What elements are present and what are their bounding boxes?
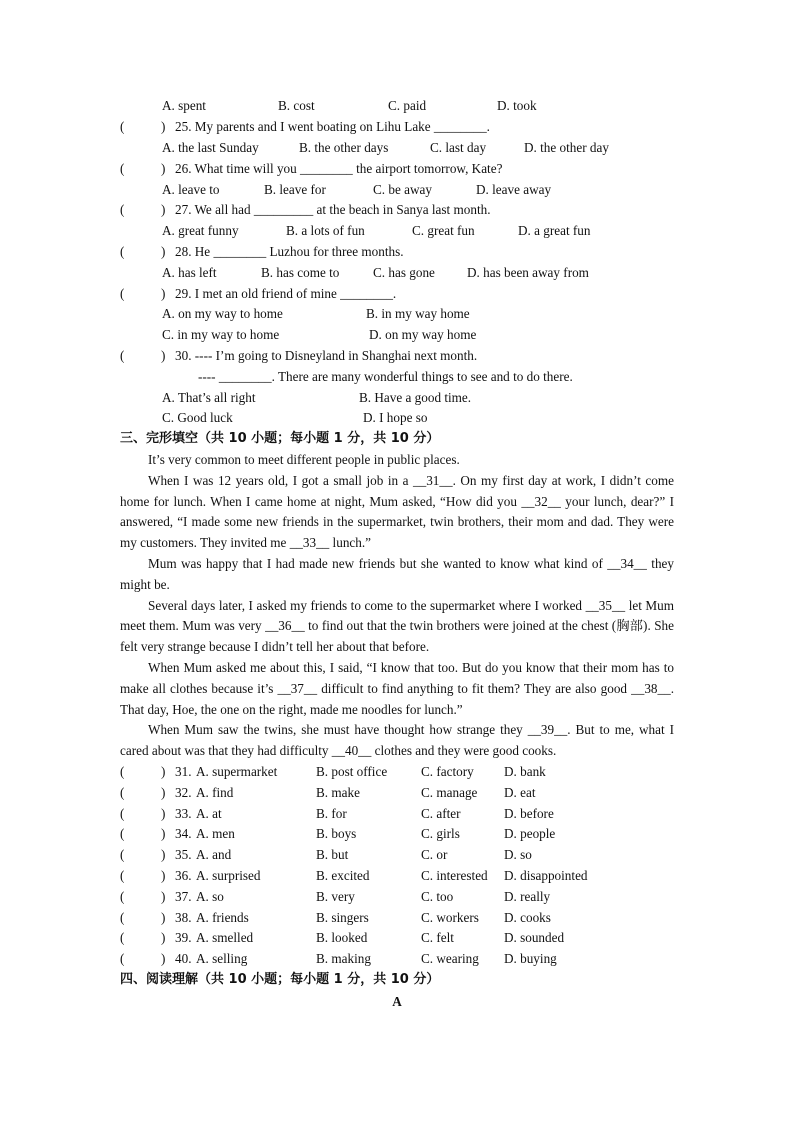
option: D. really: [504, 888, 551, 904]
q26-options: [120, 180, 680, 200]
answer-blank-close: ): [161, 348, 166, 363]
answer-blank-close: ): [161, 826, 166, 842]
option: D. people: [504, 826, 556, 842]
cloze-question-row: [120, 908, 680, 928]
option: C. girls: [421, 826, 460, 842]
option: A. smelled: [196, 930, 254, 946]
answer-blank-open: (: [120, 784, 125, 800]
q25-options: [120, 138, 680, 158]
answer-blank-open: (: [120, 909, 125, 925]
cloze-question-row: [120, 824, 680, 844]
question-25: [120, 117, 680, 137]
option: B. very: [316, 888, 355, 904]
option: B. leave for: [264, 182, 326, 197]
option: B. Have a good time.: [359, 390, 472, 405]
option: B. but: [316, 847, 349, 863]
option: A. great funny: [162, 223, 239, 238]
option: C. too: [421, 888, 454, 904]
option: C. in my way to home: [162, 327, 280, 342]
answer-blank-close: ): [161, 847, 166, 863]
option: A. at: [196, 805, 222, 821]
question-number: 39.: [175, 930, 192, 946]
paragraph: It’s very common to meet different people in public places.: [148, 452, 460, 467]
option: B. making: [316, 951, 371, 967]
option: A. friends: [196, 909, 249, 925]
option: D. on my way home: [369, 327, 477, 342]
option: D. I hope so: [363, 410, 428, 425]
option: A. spent: [162, 98, 206, 113]
option: D. before: [504, 805, 554, 821]
option: D. bank: [504, 764, 546, 779]
answer-blank-open: (: [120, 951, 125, 967]
option: D. has been away from: [467, 265, 589, 280]
option: B. post office: [316, 764, 388, 779]
option: A. has left: [162, 265, 217, 280]
option: C. great fun: [412, 223, 475, 238]
option: B. boys: [316, 826, 357, 842]
answer-blank-open: (: [120, 764, 125, 779]
option: B. excited: [316, 868, 370, 883]
answer-blank-close: ): [161, 909, 166, 925]
question-number: 40.: [175, 951, 192, 967]
question-text: 30. ---- I’m going to Disneyland in Shanghai next month.: [175, 348, 478, 363]
option: A. surprised: [196, 868, 261, 883]
cloze-question-row: [120, 804, 680, 824]
answer-blank-open: (: [120, 348, 125, 363]
answer-blank-open: (: [120, 244, 125, 259]
question-number: 36.: [175, 868, 192, 883]
answer-blank-close: ): [161, 202, 166, 217]
question-27: [120, 200, 680, 220]
option: B. looked: [316, 930, 368, 946]
option: B. in my way home: [366, 306, 470, 321]
question-number: 35.: [175, 847, 192, 863]
option: C. has gone: [373, 265, 435, 280]
answer-blank-close: ): [161, 888, 166, 904]
q30-response-line: [120, 367, 680, 387]
reading-part-label: A: [392, 994, 402, 1009]
question-number: 31.: [175, 764, 192, 779]
option: D. the other day: [524, 140, 609, 155]
answer-blank-open: (: [120, 161, 125, 176]
option: B. cost: [278, 98, 315, 113]
question-number: 32.: [175, 784, 192, 800]
q24-options: [120, 96, 680, 116]
q29-options-row1: [120, 304, 680, 324]
option: C. felt: [421, 930, 454, 946]
option: B. a lots of fun: [286, 223, 365, 238]
question-number: 37.: [175, 888, 192, 904]
answer-blank-close: ): [161, 951, 166, 967]
answer-blank-open: (: [120, 847, 125, 863]
question-text-line2: ---- ________. There are many wonderful things to see and to do there.: [198, 369, 573, 384]
option: D. eat: [504, 784, 536, 800]
paragraph: When I was 12 years old, I got a small job in a __31__. On my first day at work, I didn’t come home for lunch. When I came home at night, Mum asked, “How did you __32__ your lunch, dear?” I answered, “I made some new friends in the supermarket, twin brothers, their mom and dad. They were my customers. They invited me __33__ lunch.”: [120, 472, 674, 551]
option: C. factory: [421, 764, 474, 779]
paragraph: When Mum saw the twins, she must have thought how strange they __39__. But to me, what I cared about was that they had difficulty __40__ clothes and they were good cooks.: [120, 722, 674, 759]
option: A. find: [196, 784, 234, 800]
answer-blank-close: ): [161, 764, 166, 779]
option: C. paid: [388, 98, 427, 113]
option: C. be away: [373, 182, 432, 197]
answer-blank-close: ): [161, 930, 166, 946]
q30-options-row1: [120, 388, 680, 408]
answer-blank-open: (: [120, 805, 125, 821]
option: C. interested: [421, 868, 488, 883]
question-28: [120, 242, 680, 262]
option: D. buying: [504, 951, 557, 967]
paragraph: Several days later, I asked my friends to come to the supermarket where I worked __35__ let Mum meet them. Mum was very __36__ to find out that the twin brothers were joined at the chest (胸部). She felt very strange because I didn’t tell her about that before.: [120, 597, 674, 655]
answer-blank-open: (: [120, 826, 125, 842]
option: A. supermarket: [196, 764, 278, 779]
q29-options-row2: [120, 325, 680, 345]
option: A. men: [196, 826, 235, 842]
cloze-question-row: [120, 887, 680, 907]
answer-blank-close: ): [161, 805, 166, 821]
answer-blank-close: ): [161, 244, 166, 259]
question-text: 27. We all had _________ at the beach in Sanya last month.: [175, 202, 491, 217]
option: D. cooks: [504, 909, 551, 925]
question-number: 34.: [175, 826, 192, 842]
cloze-question-row: [120, 845, 680, 865]
section-heading-cloze: 三、完形填空（共 10 小题；每小题 1 分，共 10 分）: [120, 431, 440, 446]
option: A. and: [196, 847, 232, 863]
cloze-question-row: [120, 783, 680, 803]
option: C. wearing: [421, 951, 479, 967]
option: A. selling: [196, 951, 248, 967]
question-text: 26. What time will you ________ the airport tomorrow, Kate?: [175, 161, 503, 176]
option: D. sounded: [504, 930, 565, 946]
option: D. took: [497, 98, 537, 113]
question-number: 33.: [175, 805, 192, 821]
option: A. on my way to home: [162, 306, 283, 321]
q30-options-row2: [120, 408, 680, 428]
question-30: [120, 346, 680, 366]
option: A. leave to: [162, 182, 220, 197]
section-heading-reading: 四、阅读理解（共 10 小题；每小题 1 分，共 10 分）: [120, 972, 440, 987]
question-text: 25. My parents and I went boating on Lihu Lake ________.: [175, 119, 490, 134]
option: D. so: [504, 847, 532, 863]
answer-blank-open: (: [120, 202, 125, 217]
answer-blank-close: ): [161, 161, 166, 176]
option: D. a great fun: [518, 223, 591, 238]
answer-blank-open: (: [120, 868, 125, 883]
option: C. after: [421, 805, 461, 821]
answer-blank-close: ): [161, 286, 166, 301]
question-26: [120, 159, 680, 179]
option: D. leave away: [476, 182, 552, 197]
paragraph: When Mum asked me about this, I said, “I know that too. But do you know that their mom has to make all clothes because it’s __37__ difficult to find anything to fit them? They are also good __38__. That day, Hoe, the one on the right, made me noodles for lunch.”: [120, 659, 674, 717]
option: B. for: [316, 805, 347, 821]
option: C. manage: [421, 784, 478, 800]
answer-blank-open: (: [120, 888, 125, 904]
question-number: 38.: [175, 909, 192, 925]
answer-blank-close: ): [161, 868, 166, 883]
option: D. disappointed: [504, 868, 588, 883]
option: C. workers: [421, 909, 479, 925]
option: B. singers: [316, 909, 369, 925]
answer-blank-open: (: [120, 930, 125, 946]
option: B. has come to: [261, 265, 340, 280]
question-29: [120, 284, 680, 304]
option: B. make: [316, 784, 360, 800]
option: B. the other days: [299, 140, 389, 155]
q28-options: [120, 263, 680, 283]
q27-options: [120, 221, 680, 241]
option: C. Good luck: [162, 410, 233, 425]
option: A. That’s all right: [162, 390, 256, 405]
answer-blank-open: (: [120, 119, 125, 134]
cloze-question-row: [120, 949, 680, 969]
paragraph: Mum was happy that I had made new friends but she wanted to know what kind of __34__ they might be.: [120, 555, 674, 592]
answer-blank-close: ): [161, 784, 166, 800]
option: A. the last Sunday: [162, 140, 259, 155]
option: C. last day: [430, 140, 487, 155]
answer-blank-open: (: [120, 286, 125, 301]
question-text: 28. He ________ Luzhou for three months.: [175, 244, 404, 259]
cloze-question-row: [120, 762, 680, 782]
cloze-passage: [120, 450, 674, 762]
cloze-question-row: [120, 928, 680, 948]
cloze-question-row: [120, 866, 680, 886]
question-text: 29. I met an old friend of mine ________.: [175, 286, 397, 301]
answer-blank-close: ): [161, 119, 166, 134]
option: A. so: [196, 888, 224, 904]
option: C. or: [421, 847, 448, 863]
